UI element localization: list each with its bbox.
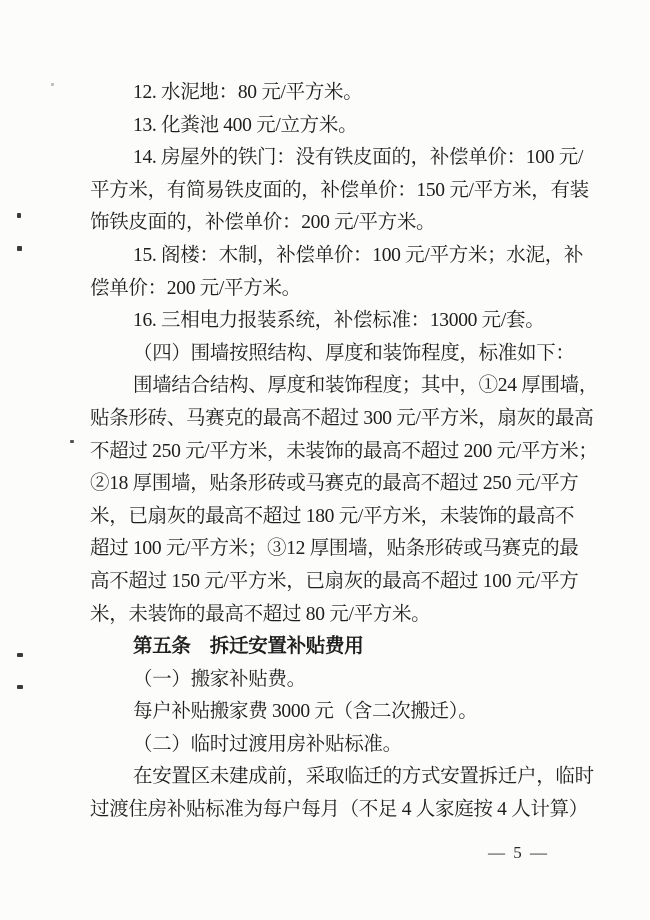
page-number: — 5 —: [488, 843, 549, 862]
document-line: 不超过 250 元/平方米，未装饰的最高不超过 200 元/平方米；: [90, 440, 598, 462]
document-line: 12. 水泥地：80 元/平方米。: [133, 82, 363, 103]
scan-speck: [51, 83, 54, 86]
scan-speck: [17, 213, 21, 218]
scan-speck: [17, 653, 23, 657]
document-line: （一）搬家补贴费。: [133, 668, 306, 690]
document-line: 米，未装饰的最高不超过 80 元/平方米。: [90, 603, 431, 625]
scan-speck: [17, 685, 23, 689]
document-line: 平方米，有简易铁皮面的，补偿单价：150 元/平方米，有装: [90, 179, 589, 201]
document-line: ②18 厚围墙，贴条形砖或马赛克的最高不超过 250 元/平方: [90, 473, 579, 495]
document-line: 14. 房屋外的铁门：没有铁皮面的，补偿单价：100 元/: [133, 147, 584, 169]
document-line: 米，已扇灰的最高不超过 180 元/平方米，未装饰的最高不: [90, 505, 575, 527]
document-line: 超过 100 元/平方米；③12 厚围墙，贴条形砖或马赛克的最: [90, 538, 579, 560]
scan-speck: [70, 440, 74, 443]
document-body: [90, 77, 599, 827]
document-line: 饰铁皮面的，补偿单价：200 元/平方米。: [90, 212, 436, 234]
document-line: 贴条形砖、马赛克的最高不超过 300 元/平方米，扇灰的最高: [90, 407, 594, 429]
scan-speck: [17, 246, 22, 251]
document-line: 过渡住房补贴标准为每户每月（不足 4 人家庭按 4 人计算）: [90, 799, 589, 821]
section-heading: 第五条 拆迁安置补贴费用: [133, 636, 364, 658]
document-line: 每户补贴搬家费 3000 元（含二次搬迁）。: [133, 701, 478, 723]
document-line: 13. 化粪池 400 元/立方米。: [133, 114, 358, 136]
document-line: （四）围墙按照结构、厚度和装饰程度，标准如下：: [133, 342, 575, 364]
document-line: 16. 三相电力报装系统，补偿标准：13000 元/套。: [133, 310, 545, 332]
document-line: 在安置区未建成前，采取临迁的方式安置拆迁户，临时: [133, 766, 594, 788]
document-line: 偿单价：200 元/平方米。: [90, 277, 301, 299]
document-line: 围墙结合结构、厚度和装饰程度；其中，①24 厚围墙，: [133, 375, 599, 397]
document-line: 高不超过 150 元/平方米，已扇灰的最高不超过 100 元/平方: [90, 570, 579, 592]
document-line: （二）临时过渡用房补贴标准。: [133, 733, 402, 755]
document-line: 15. 阁楼：木制，补偿单价：100 元/平方米；水泥，补: [133, 244, 584, 266]
